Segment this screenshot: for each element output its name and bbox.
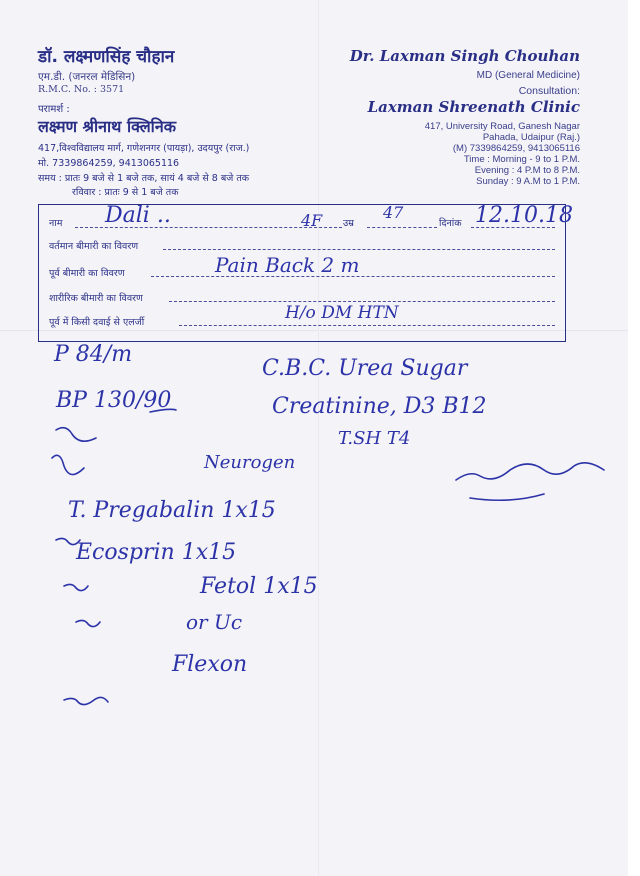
age-label: उम्र — [343, 216, 357, 229]
patient-age: 47 — [383, 203, 404, 222]
bp-fraction-bar — [150, 409, 176, 412]
degree-hindi: एम.डी. (जनरल मेडिसिन) — [38, 71, 136, 83]
rx-symbol-mark-2 — [52, 455, 84, 474]
rx-line-1: T.SH T4 — [338, 428, 411, 449]
bullet-mark-1 — [56, 538, 80, 544]
consultation-english: Consultation: — [518, 85, 580, 97]
consultation-hindi: परामर्श : — [38, 104, 70, 115]
bullet-mark-2 — [64, 584, 88, 590]
rx-symbol-mark — [56, 428, 96, 441]
rx-line-4: Ecosprin 1x15 — [76, 540, 237, 565]
rx-line-2: Neurogen — [204, 452, 296, 473]
degree-english: MD (General Medicine) — [476, 70, 580, 81]
address-line2-english: Pahada, Udaipur (Raj.) — [482, 132, 580, 143]
bullet-mark-4 — [64, 697, 108, 704]
rx-line-5: Fetol 1x15 — [200, 574, 318, 599]
visit-date: 12.10.18 — [475, 203, 573, 228]
pulse-note: P 84/m — [54, 342, 133, 367]
rx-line-7: Flexon — [172, 652, 248, 677]
hindi-note-underline — [470, 494, 544, 500]
rx-line-3: T. Pregabalin 1x15 — [68, 498, 276, 523]
rmc-number: R.M.C. No. : 3571 — [38, 84, 125, 95]
clinic-name-hindi: लक्ष्मण श्रीनाथ क्लिनिक — [38, 117, 176, 136]
investigations-line2: Creatinine, D3 B12 — [272, 394, 487, 419]
drug-allergy-label: पूर्व में किसी दवाई से एलर्जी — [49, 315, 147, 328]
past-illness-label: पूर्व बीमारी का विवरण — [49, 266, 128, 279]
bp-note: BP 130/90 — [56, 388, 172, 413]
clinic-name-english: Laxman Shreenath Clinic — [367, 98, 580, 116]
time-evening: Evening : 4 P.M to 8 P.M. — [474, 165, 580, 176]
doctor-name-hindi: डॉ. लक्ष्मणसिंह चौहान — [38, 47, 175, 67]
patient-name: Dali .. — [105, 203, 171, 228]
mobile-english: (M) 7339864259, 9413065116 — [452, 143, 580, 154]
bullet-mark-3 — [76, 620, 100, 626]
investigations-line1: C.B.C. Urea Sugar — [262, 356, 468, 381]
physical-illness-label: शारीरिक बीमारी का विवरण — [49, 291, 146, 304]
drug-allergy-value: H/o DM HTN — [285, 303, 399, 323]
current-illness-label: वर्तमान बीमारी का विवरण — [49, 239, 141, 252]
time-morning: Time : Morning - 9 to 1 P.M. — [463, 154, 580, 165]
rx-line-6: or Uc — [186, 610, 243, 634]
address-line1-english: 417, University Road, Ganesh Nagar — [424, 121, 580, 132]
sunday-timing-hindi: रविवार : प्रातः 9 से 1 बजे तक — [72, 187, 179, 198]
past-illness-value: Pain Back 2 m — [215, 253, 360, 277]
patient-sex: 4F — [301, 211, 323, 230]
hindi-note-scribble — [456, 463, 604, 480]
doctor-name-english: Dr. Laxman Singh Chouhan — [349, 47, 580, 65]
time-sunday: Sunday : 9 A.M to 1 P.M. — [476, 176, 580, 187]
date-label: दिनांक — [439, 216, 465, 229]
timing-hindi: समय : प्रातः 9 बजे से 1 बजे तक, सायं 4 बजे से 8 बजे तक — [38, 173, 250, 184]
name-label: नाम — [49, 216, 65, 229]
mobile-hindi: मो. 7339864259, 9413065116 — [38, 158, 180, 169]
address-hindi: 417,विश्वविद्यालय मार्ग, गणेशनगर (पायड़ा), उदयपुर (राज.) — [38, 143, 250, 154]
